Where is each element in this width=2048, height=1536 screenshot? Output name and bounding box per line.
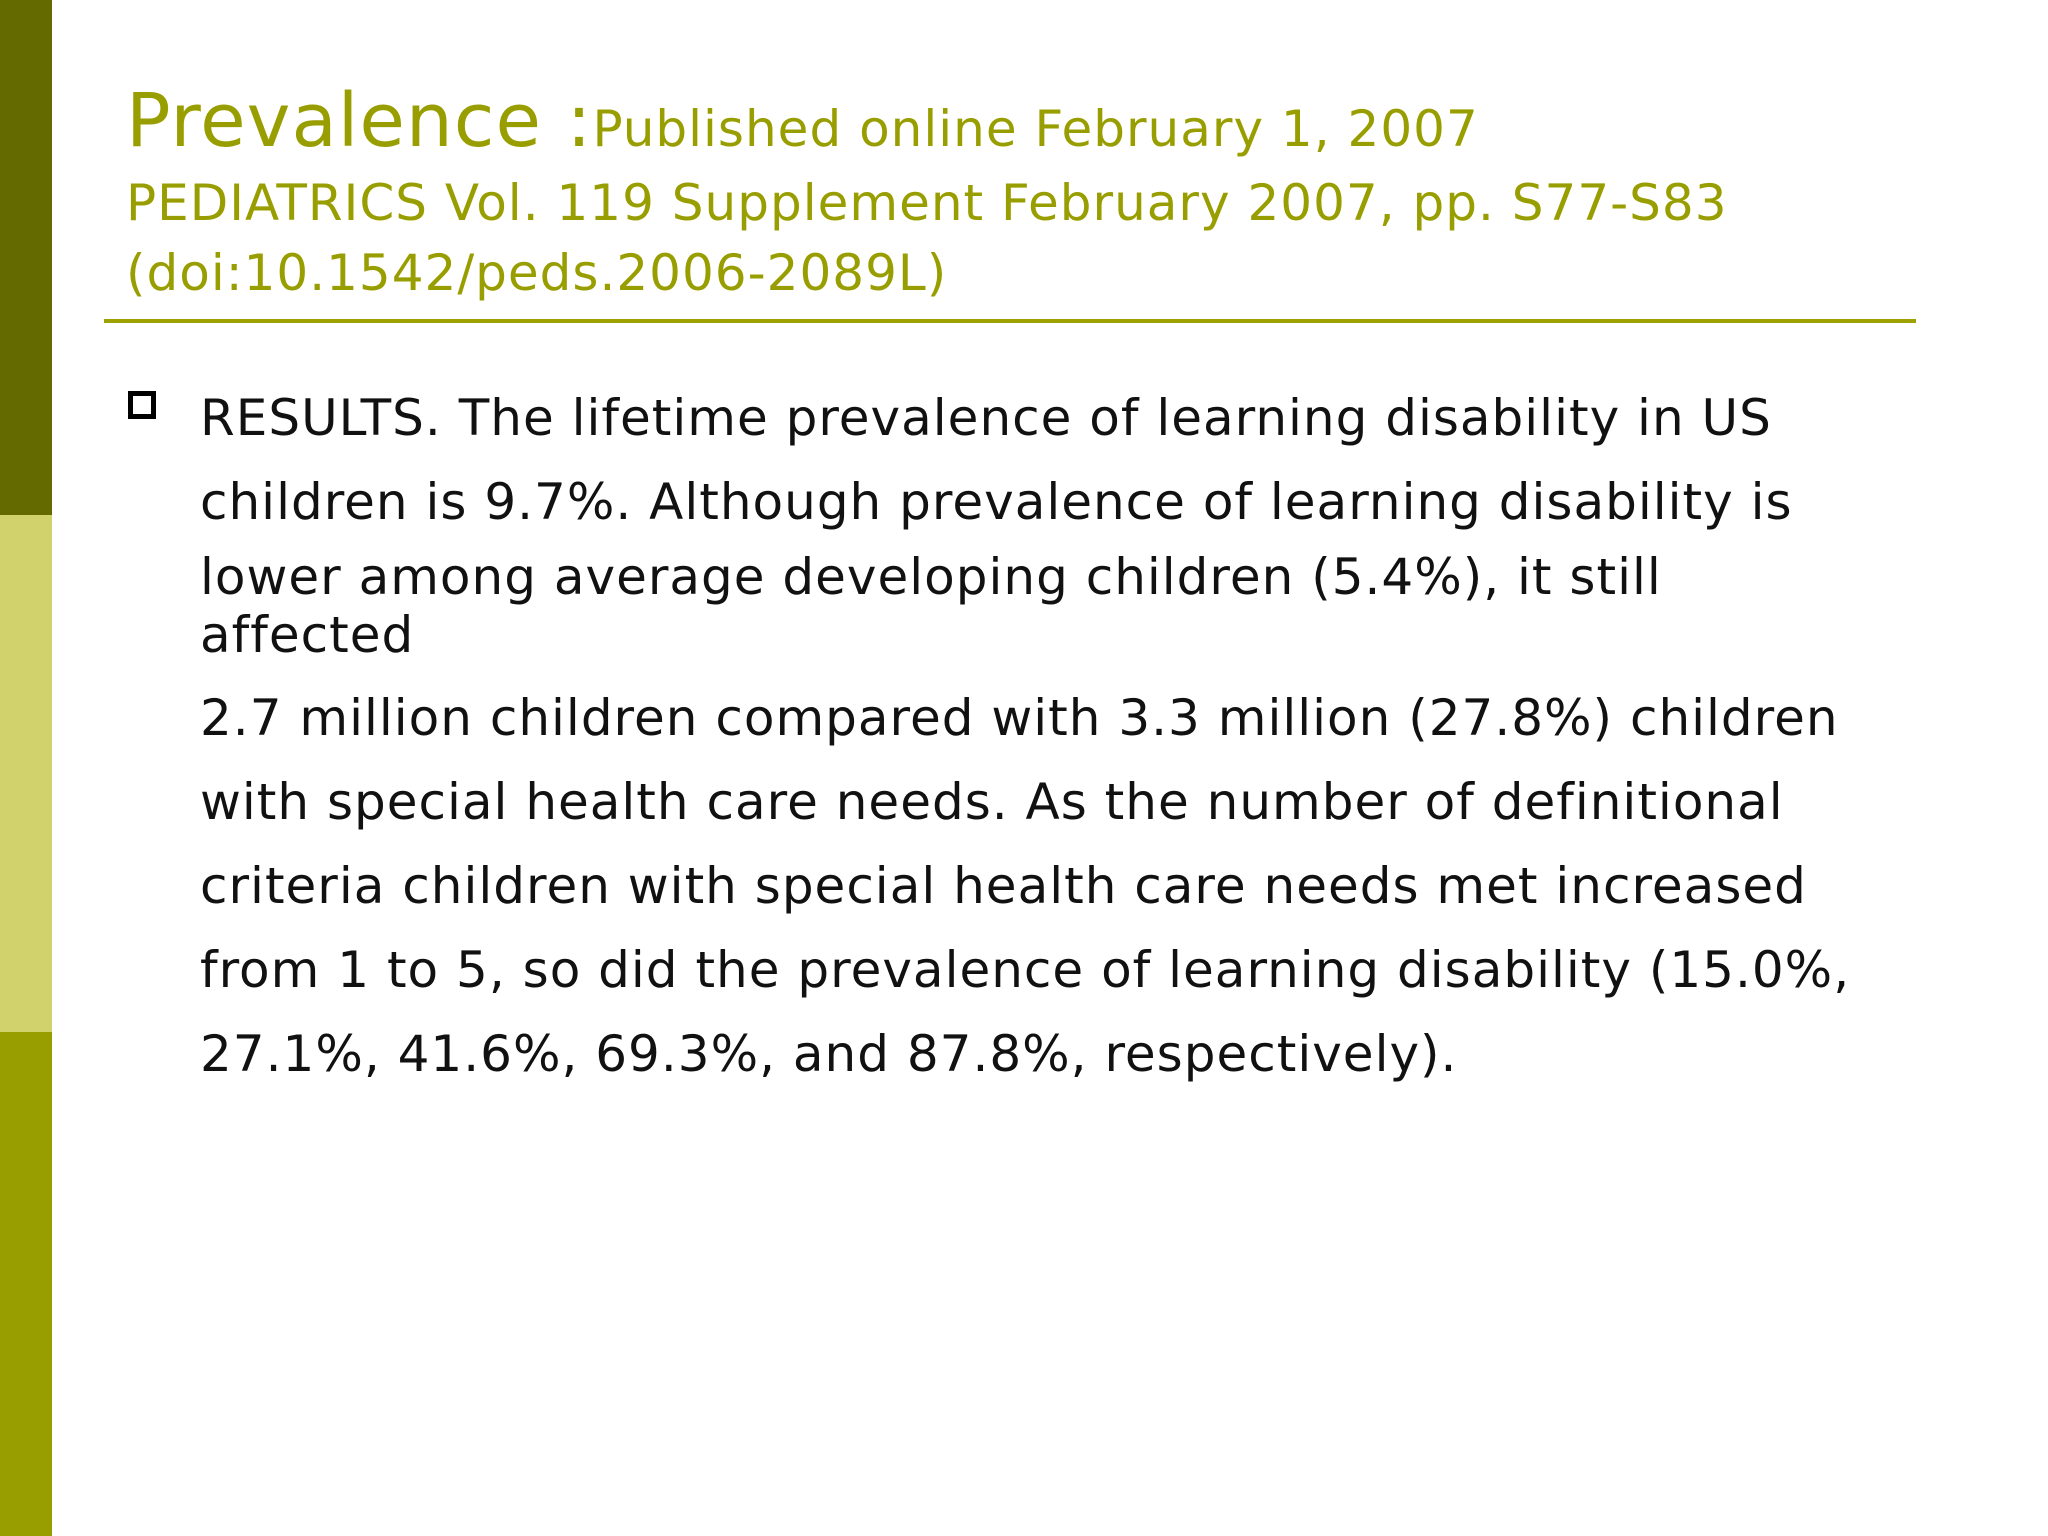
sidebar-segment-dark (0, 0, 52, 515)
body-line: 27.1%, 41.6%, 69.3%, and 87.8%, respectively). (200, 1025, 1458, 1083)
body-line: children is 9.7%. Although prevalence of learning disability is (200, 473, 1793, 531)
body-line: affected (200, 606, 415, 664)
title-citation: PEDIATRICS Vol. 119 Supplement February 2007, pp. S77-S83 (126, 174, 1728, 232)
results-paragraph (200, 376, 1920, 1096)
body-line: 2.7 million children compared with 3.3 million (27.8%) children (200, 689, 1839, 747)
slide-title (126, 78, 1926, 302)
title-line-1 (126, 78, 1926, 164)
sidebar-segment-mid (0, 1032, 52, 1536)
body-line: lower among average developing children (5.4%), it still (200, 548, 1662, 606)
square-bullet-icon (128, 391, 156, 419)
sidebar-segment-light (0, 515, 52, 1032)
body-line: criteria children with special health care needs met increased (200, 857, 1807, 915)
title-published: Published online February 1, 2007 (592, 100, 1479, 158)
body-line: RESULTS. The lifetime prevalence of learning disability in US (200, 389, 1772, 447)
title-main: Prevalence : (126, 78, 593, 164)
title-doi: (doi:10.1542/peds.2006-2089L) (126, 244, 948, 302)
body-line: from 1 to 5, so did the prevalence of learning disability (15.0%, (200, 941, 1851, 999)
body-line: with special health care needs. As the number of definitional (200, 773, 1784, 831)
title-divider (104, 319, 1916, 323)
